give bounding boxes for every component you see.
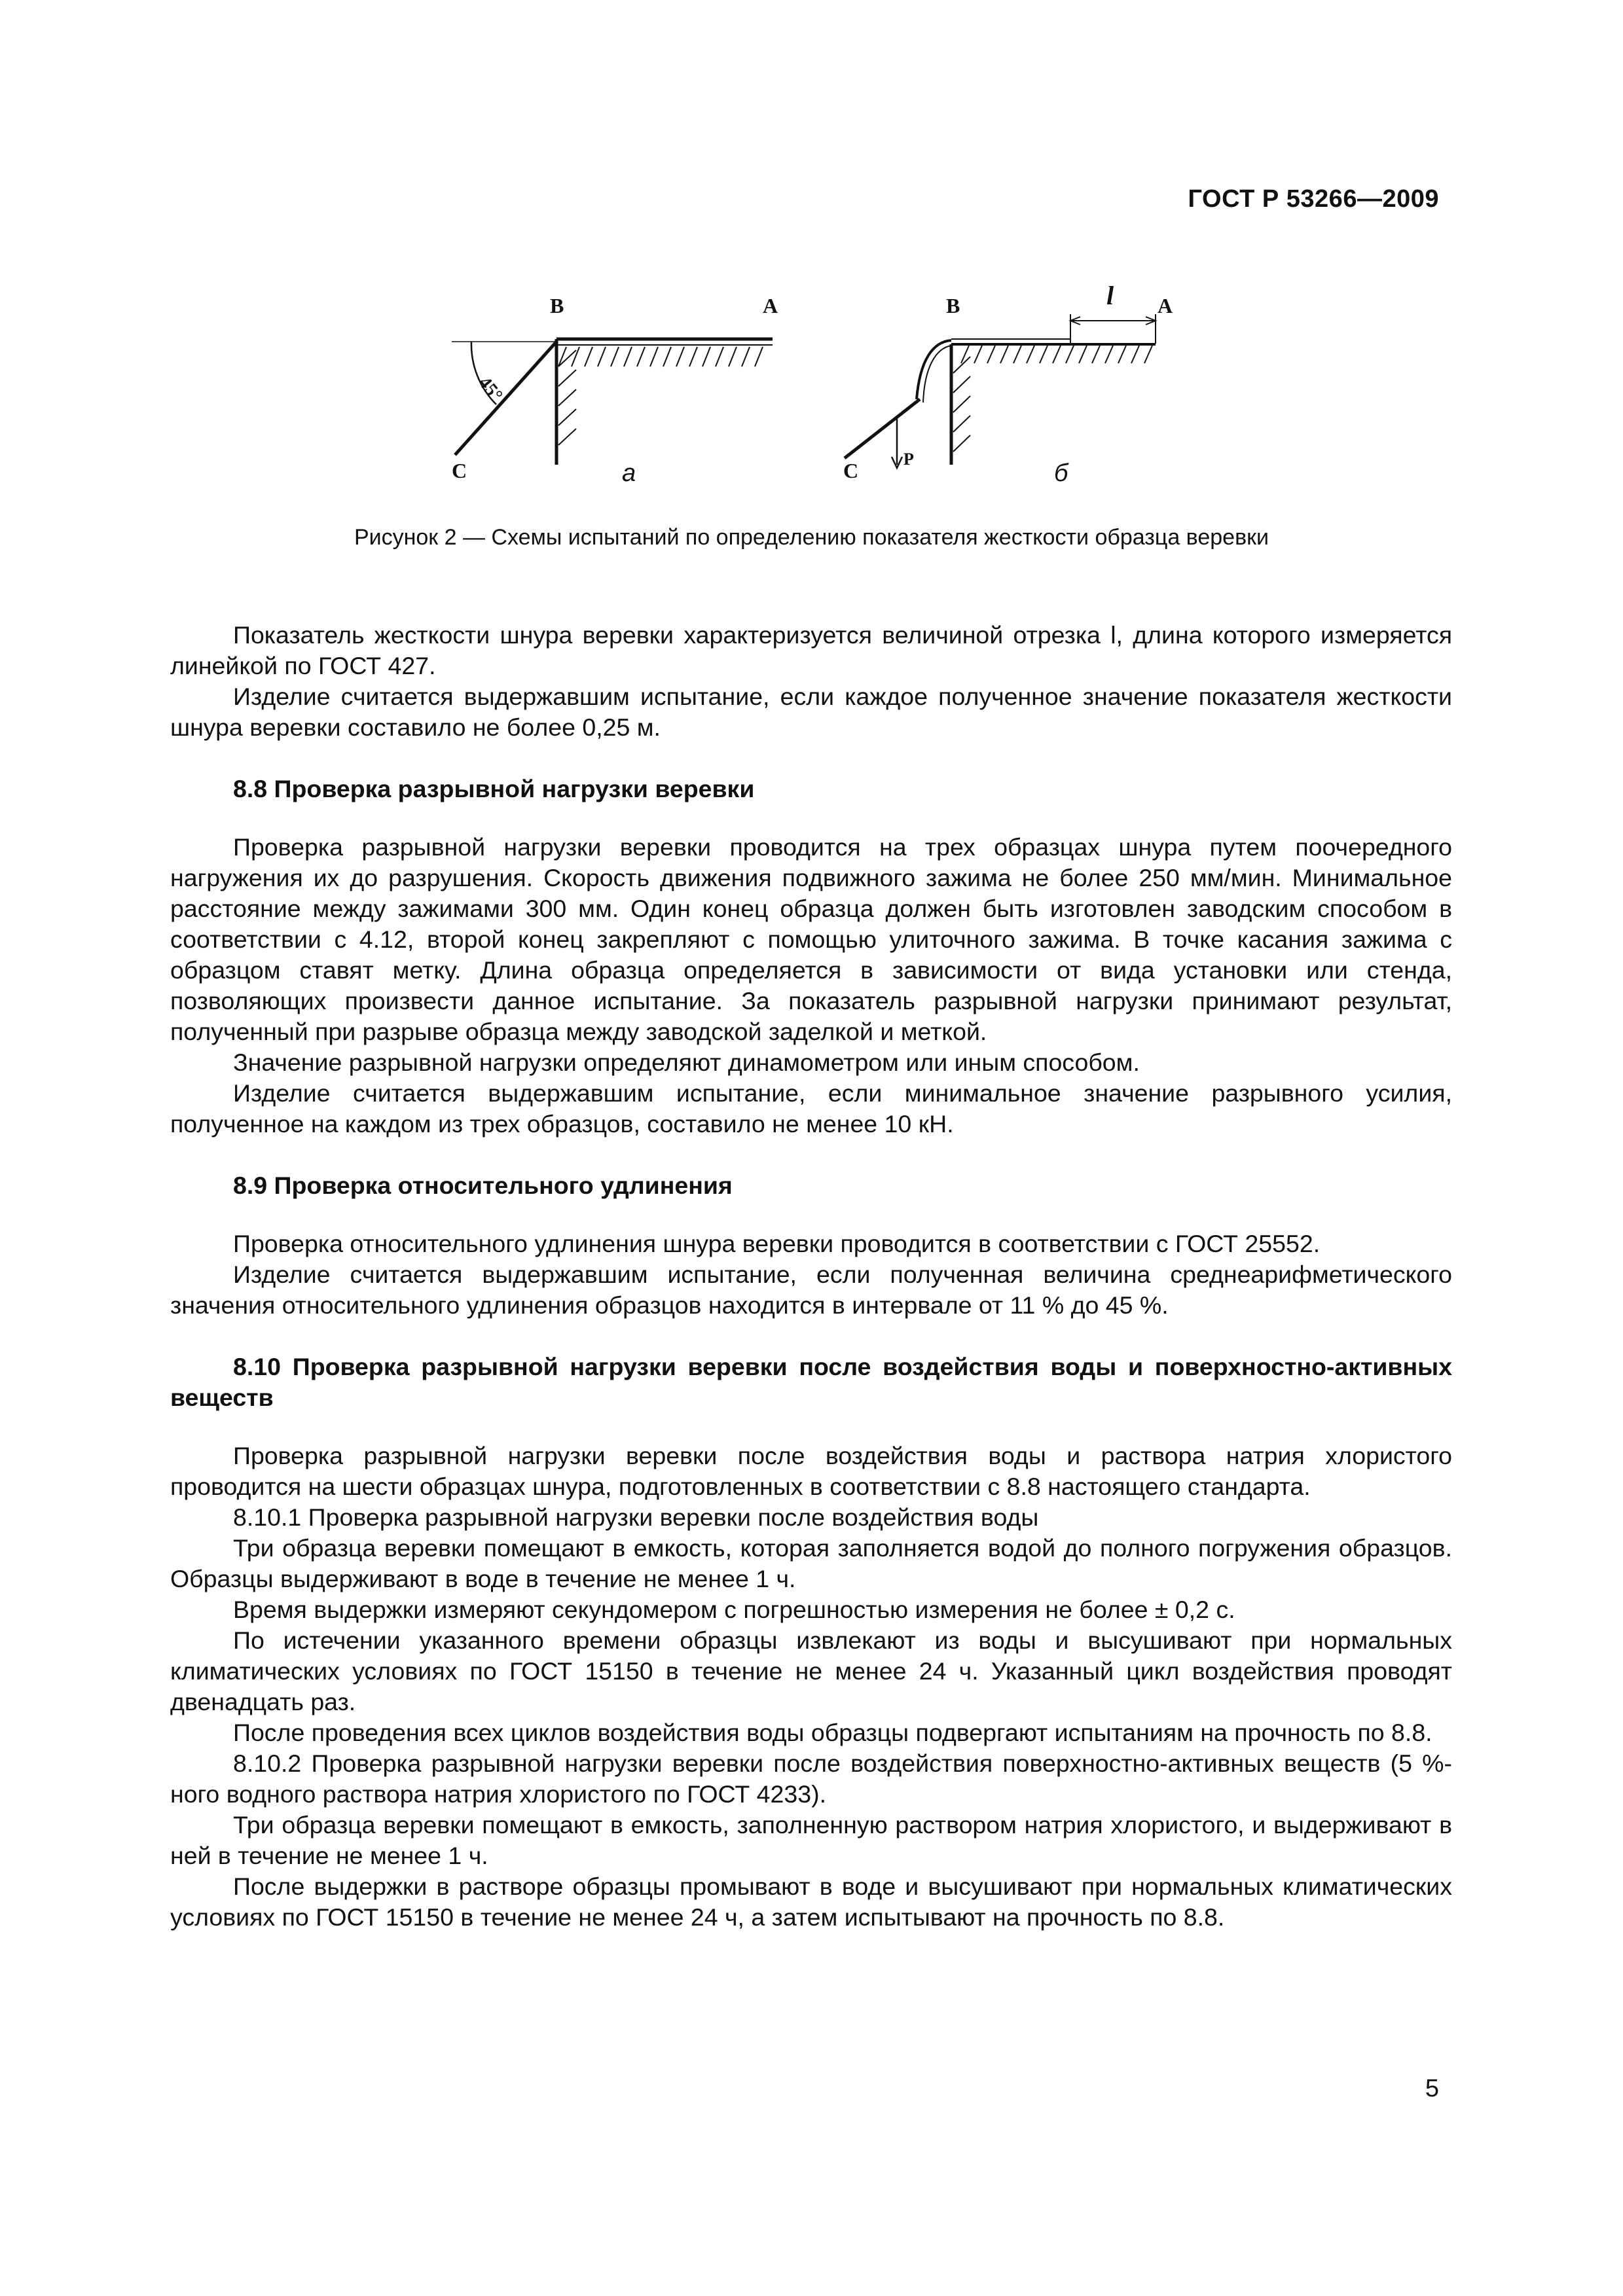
- paragraph-8-10-1-timing: Время выдержки измеряют секундомером с погрешностью измерения не более ± 0,2 с.: [233, 1596, 1235, 1623]
- panel-a-label: а: [622, 459, 636, 487]
- paragraph-8-10-1-immersion: Три образца веревки помещают в емкость, которая заполняется водой до полного погружения образцов. Образцы выдерживают в воде в течение не менее 1 ч.: [170, 1534, 1452, 1592]
- paragraph-stiffness-measure: Показатель жесткости шнура веревки характеризуется величиной отрезка l, длина которого измеряется линейкой по ГОСТ 427.: [170, 621, 1452, 679]
- section-heading-8-9: 8.9 Проверка относительного удлинения: [233, 1172, 733, 1199]
- paragraph-8-10-1-drying: По истечении указанного времени образцы извлекают из воды и высушивают при нормальных климатических условиях по ГОСТ 15150 в течение не менее 24 ч. Указанный цикл воздействия проводят двенадцать раз.: [170, 1626, 1452, 1715]
- document-number: ГОСТ Р 53266—2009: [1188, 185, 1439, 213]
- panel-a-hatching: [558, 347, 763, 367]
- panel-b-point-a: А: [1158, 294, 1173, 317]
- paragraph-8-10-2-testing: После выдержки в растворе образцы промывают в воде и высушивают при нормальных климатических условиях по ГОСТ 15150 в течение не менее 24 ч, а затем испытывают на прочность по 8.8.: [170, 1873, 1452, 1931]
- paragraph-8-10-1-testing: После проведения всех циклов воздействия воды образцы подвергают испытаниям на прочность по 8.8.: [233, 1719, 1432, 1746]
- subsection-heading-8-10-2: 8.10.2 Проверка разрывной нагрузки веревки после воздействия поверхностно-активных веществ (5 %-ного водного раствора натрия хлористого по ГОСТ 4233).: [170, 1749, 1452, 1808]
- panel-b-point-c: С: [843, 459, 859, 482]
- panel-b-hatching: [961, 346, 1152, 363]
- section-heading-8-8: 8.8 Проверка разрывной нагрузки веревки: [233, 775, 755, 802]
- subsection-heading-8-10-1: 8.10.1 Проверка разрывной нагрузки веревки после воздействия воды: [233, 1503, 1039, 1531]
- page-number: 5: [1425, 2075, 1439, 2102]
- panel-b-length-label: l: [1106, 281, 1114, 310]
- paragraph-8-8-procedure: Проверка разрывной нагрузки веревки проводится на трех образцах шнура путем поочередного нагружения их до разрушения. Скорость движения подвижного зажима не более 250 мм/мин. Минимальное расстояние между зажимами 300 мм. Один конец образца должен быть изготовлен заводским способом в соответствии с 4.12, второй конец закрепляют с помощью улиточного зажима. В точке касания зажима с образцом ставят метку. Длина образца определяется в зависимости от вида установки или стенда, позволяющих произвести данное испытание. За показатель разрывной нагрузки принимают результат, полученный при разрыве образца между заводской заделкой и меткой.: [170, 833, 1452, 1045]
- figure-caption: Рисунок 2 — Схемы испытаний по определению показателя жесткости образца веревки: [354, 525, 1269, 550]
- panel-b-label: б: [1054, 459, 1068, 487]
- panel-a-point-a: А: [763, 294, 778, 317]
- paragraph-8-9-procedure: Проверка относительного удлинения шнура веревки проводится в соответствии с ГОСТ 25552.: [233, 1230, 1321, 1257]
- stiffness-test-schemes: [432, 268, 1218, 511]
- panel-b-rope-curve: [917, 340, 951, 399]
- section-heading-8-10: 8.10 Проверка разрывной нагрузки веревки после воздействия воды и поверхностно-активных веществ: [170, 1353, 1452, 1411]
- panel-b-force-label: Р: [903, 450, 914, 469]
- figure-2: [432, 268, 1218, 511]
- panel-a-point-c: С: [452, 459, 467, 482]
- paragraph-8-10-intro: Проверка разрывной нагрузки веревки после воздействия воды и раствора натрия хлористого проводится на шести образцах шнура, подготовленных в соответствии с 8.8 настоящего стандарта.: [170, 1442, 1452, 1500]
- document-body: [170, 620, 1452, 1933]
- panel-a-angle-label: 45°: [474, 372, 507, 406]
- panel-a-rope-hanging: [455, 342, 556, 455]
- panel-a-diagram: [452, 339, 773, 465]
- panel-b-point-b: В: [946, 294, 960, 317]
- panel-b-diagram: [845, 314, 1156, 468]
- panel-a-point-b: В: [550, 294, 564, 317]
- paragraph-8-8-criterion: Изделие считается выдержавшим испытание, если минимальное значение разрывного усилия, полученное на каждом из трех образцов, составило не менее 10 кН.: [170, 1079, 1452, 1138]
- paragraph-8-8-measurement: Значение разрывной нагрузки определяют динамометром или иным способом.: [233, 1049, 1140, 1076]
- paragraph-8-9-criterion: Изделие считается выдержавшим испытание, если полученная величина среднеарифметического значения относительного удлинения образцов находится в интервале от 11 % до 45 %.: [170, 1261, 1452, 1319]
- paragraph-stiffness-criterion: Изделие считается выдержавшим испытание, если каждое полученное значение показателя жесткости шнура веревки составило не более 0,25 м.: [170, 683, 1452, 741]
- paragraph-8-10-2-immersion: Три образца веревки помещают в емкость, заполненную раствором натрия хлористого, и выдерживают в ней в течение не менее 1 ч.: [170, 1811, 1452, 1869]
